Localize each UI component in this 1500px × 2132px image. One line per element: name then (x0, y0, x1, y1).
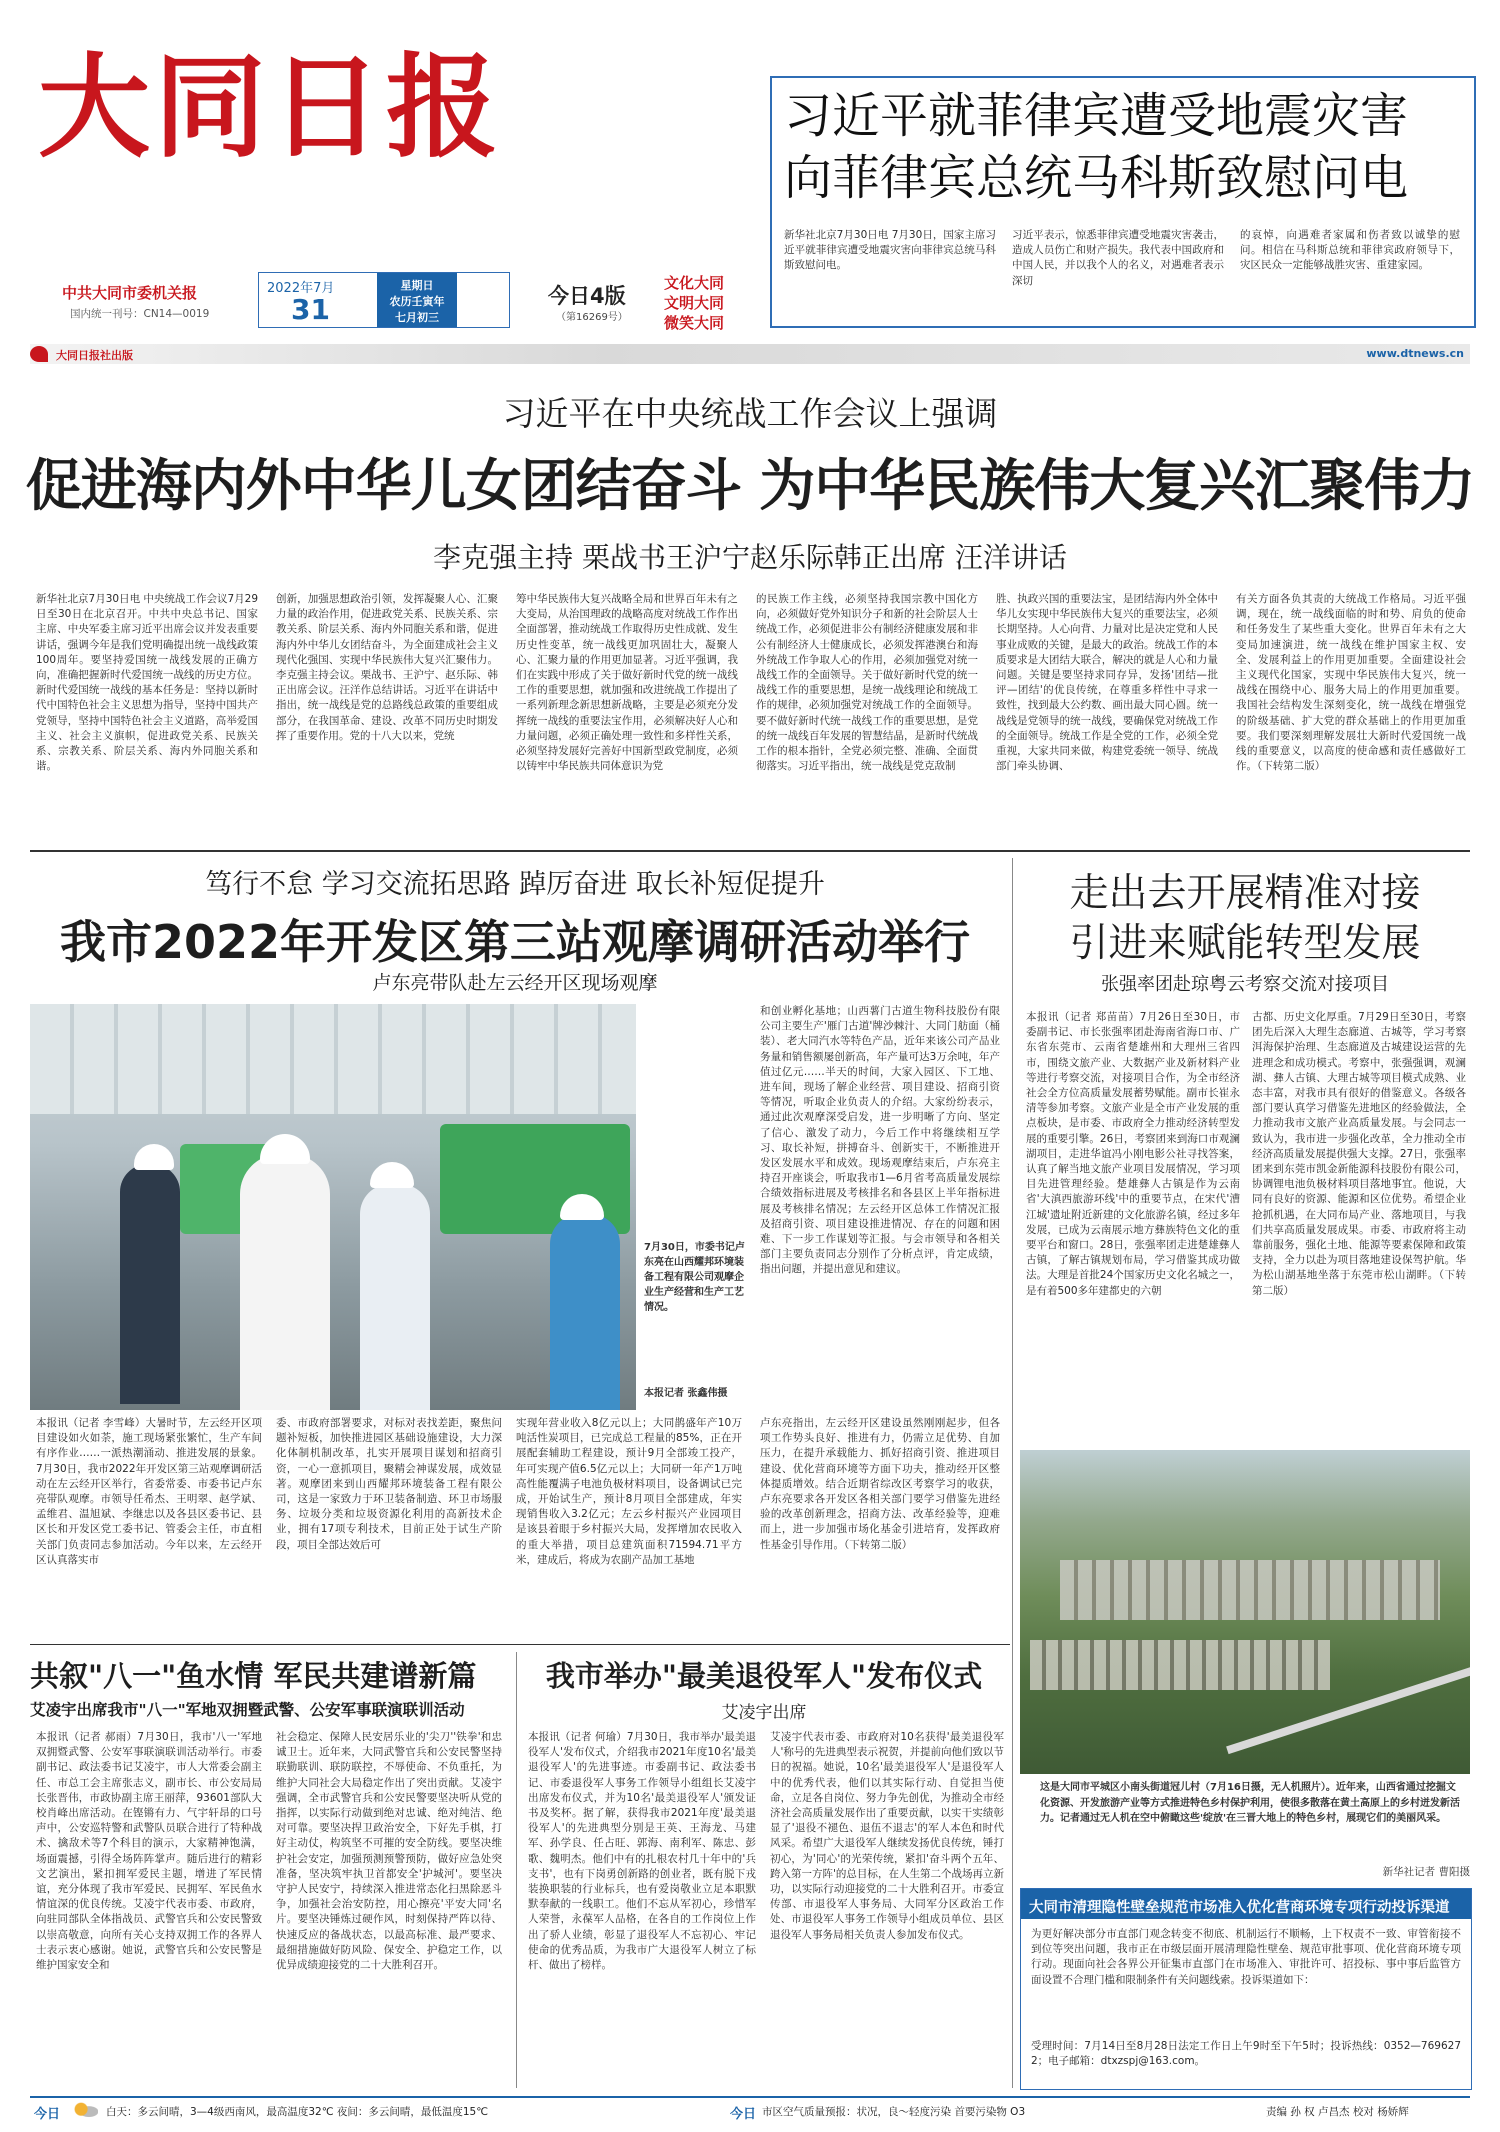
story2-photo (30, 1004, 636, 1410)
aerial-caption: 这是大同市平城区小南头街道冠儿村（7月16日摄，无人机照片）。近年来，山西省通过挖掘文化资源、开发旅游产业等方式推进特色乡村保护利用，使很多散落在黄土高原上的乡村迸发新活力。记者通过无人机在空中俯瞰这些'绽放'在三晋大地上的特色乡村，展现它们的美丽风采。 (1040, 1782, 1460, 1824)
hard-hat (260, 1134, 310, 1164)
masthead-org: 中共大同市委机关报 (62, 284, 198, 302)
publisher-logo-icon (30, 346, 48, 362)
story3-headline-1: 走出去开展精准对接 (1069, 871, 1421, 916)
story2-photo-credit: 本报记者 张鑫伟摄 (644, 1388, 728, 1399)
lunar-day: 七月初三 (395, 311, 439, 324)
footer-air-quality: 市区空气质量预报：状况，良～轻度污染 首要污染物 O3 (762, 2106, 1026, 2118)
lead-col-4: 的民族工作主线，必须坚持我国宗教中国化方向，必须做好党外知识分子和新的社会阶层人士统战工作，必须促进非公有制经济健康发展和非公有制经济人士健康成长，必须发挥港澳台和海外统战工作争取人心的作用，必须加强党对统一战线工作的全面领导。关于做好新时代党的统一战线工作的重要思想，是统一战线理论和统战工作的规律，必须加强党对统战工作的全面领导。要不做好新时代统一战线工作的重要思想，是党的统一战线百年发展的智慧结晶，是新时代统战工作的根本指针，全党必须完整、准确、全面贯彻落实。习近平指出，统一战线是党克敌制 (756, 593, 978, 773)
masthead-issn: 国内统一刊号：CN14—0019 (70, 308, 210, 320)
story2-photo-caption: 7月30日，市委书记卢东亮在山西耀邦环境装备工程有限公司观摩企业生产经营和生产工艺情况。 (644, 1242, 745, 1313)
top-news-col-1: 新华社北京7月30日电 7月30日，国家主席习近平就菲律宾遭受地震灾害向菲律宾总统马科斯致慰问电。 (784, 229, 996, 272)
lead-col-6: 有关方面各负其责的大统战工作格局。习近平强调，现在，统一战线面临的时和势、肩负的使命和任务发生了某些重大变化。世界百年未有之大变局加速演进，统一战线在维护国家主权、安全、发展利益上的作用更加重要。全面建设社会主义现代化国家，实现中华民族伟大复兴，统一战线在围绕中心、服务大局上的作用更加重要。我国社会结构发生深刻变化，统一战线在增强党的阶级基础、扩大党的群众基础上的作用更加重要。我们要深刻理解发展壮大新时代爱国统一战线的重要意义，以高度的使命感和责任感做好工作。（下转第二版） (1236, 593, 1466, 773)
slogan-3: 微笑大同 (664, 314, 725, 332)
person-figure (240, 1154, 330, 1410)
village-rooftops (1060, 1560, 1440, 1620)
weekday-panel (377, 273, 457, 327)
lunar-year: 农历壬寅年 (389, 295, 445, 308)
person-figure (120, 1164, 180, 1404)
divider-lead (30, 850, 1470, 852)
story4-col-2: 社会稳定、保障人民安居乐业的'尖刀''铁拳'和忠诚卫士。近年来，大同武警官兵和公安民警坚持联勤联训、联防联控，不辱使命、不负重托，为维护大同社会大局稳定作出了突出贡献。艾凌宇强调，全市武警官兵和公安民警要坚决听从党的指挥，以实际行动做到绝对忠诚、绝对纯洁、绝对可靠。要坚决捍卫政治安全，下好先手棋，打好主动仗，构筑坚不可摧的安全防线。要坚决维护社会安定，加强预测预警预防，做好应急处突准备，坚决筑牢执卫首都安全'护城河'。要坚决守护人民安宁，持续深入推进常态化扫黑除恶斗争，加强社会治安防控，用心擦亮'平安大同'名片。要坚决锤炼过硬作风，时刻保持严阵以待、快速反应的备战状态，以最高标准、最严要求、最细措施做好防风险、保安全、护稳定工作，以优异成绩迎接党的二十大胜利召开。 (276, 1731, 502, 1972)
footer-editors: 责编 孙 权 卢昌杰 校对 杨娇辉 (1266, 2106, 1409, 2118)
lead-kicker: 习近平在中央统战工作会议上强调 (502, 394, 998, 433)
divider-lower (30, 1644, 1010, 1645)
lead-col-5: 胜、执政兴国的重要法宝，是团结海内外全体中华儿女实现中华民族伟大复兴的重要法宝，必须长期坚持。人心向背、力量对比是决定党和人民事业成败的关键，是最大的政治。统战工作的本质要求是大团结大联合，解决的就是人心和力量问题。关键是要坚持求同存异，发扬'团结—批评—团结'的优良传统，在尊重多样性中寻求一致性，找到最大公约数、画出最大同心圆。统一战线是党领导的统一战线，要确保党对统战工作的全面领导。统战工作是全党的工作，必须全党重视，大家共同来做，构建党委统一领导、统战部门牵头协调、 (996, 593, 1218, 773)
slogan-2: 文明大同 (664, 294, 725, 312)
footer-bar (30, 2096, 1470, 2124)
story3-col-1: 本报讯（记者 郑苗苗）7月26日至30日，市委副书记、市长张强率团赴海南省海口市、广东省东莞市、云南省楚雄州和大理州三省四市，围绕文旅产业、大数据产业及新材料产业等进行考察交流，对接项目合作，为全市经济社会全方位高质量发展蓄势赋能。副市长崔永清等参加考察。文旅产业是全市产业发展的重点板块，是市委、市政府全力推动经济转型发展的重要引擎。26日，考察团来到海口市观澜湖项目，走进华谊冯小刚电影公社寻找答案，认真了解当地文旅产业项目发展情况，学习项目先进管理经验。楚雄彝人古镇是作为云南省'大滇西旅游环线'中的重要节点，在宋代'漕江城'遗址附近新建的文化旅游名镇，经过多年发展，已成为云南展示地方彝族特色文化的重要平台和窗口。28日，张强率团走进楚雄彝人古镇，了解古镇规划布局，学习借鉴其成功做法。大理是首批24个国家历史文化名城之一，是有着500多年建都史的六朝 (1026, 1011, 1240, 1297)
aerial-photo (1020, 1450, 1470, 1774)
aerial-credit: 新华社记者 曹阳摄 (1382, 1866, 1470, 1878)
issue-number: （第16269号） (556, 312, 628, 323)
lead-subhead: 李克强主持 栗战书王沪宁赵乐际韩正出席 汪洋讲话 (433, 541, 1067, 574)
footer-weather: 白天：多云间晴，3—4级西南风，最高温度32℃ 夜间：多云间晴，最低温度15℃ (106, 2106, 489, 2118)
divider-story5 (516, 1652, 517, 2088)
story2-col-3: 实现年营业收入8亿元以上；大同鹊盛年产10万吨活性炭项目，已完成总工程量的85%，正在开展配套辅助工程建设，预计9月全部竣工投产，年可实现产值6.5亿元以上；大同研一年产1万吨高性能覆满子电池负极材料项目，设备调试已完成，开始试生产，预计8月项目全部建成，年实现销售收入3.2亿元；左云乡村振兴产业园项目是该县着眼于乡村振兴大局，发挥增加农民收入的重大举措，项目总建筑面积71594.71平方米，建成后，将成为农副产品加工基地 (516, 1417, 742, 1566)
person-figure (360, 1184, 430, 1410)
story5-subhead: 艾凌宇出席 (721, 1703, 807, 1723)
hard-hat (370, 1162, 414, 1188)
notice-box (1020, 1888, 1472, 2090)
story2-subhead: 卢东亮带队赴左云经开区现场观摩 (372, 972, 658, 994)
lead-headline: 促进海内外中华儿女团结奋斗 为中华民族伟大复兴汇聚伟力 (25, 453, 1475, 519)
footer-today-label: 今日 (34, 2107, 61, 2122)
factory-roof (30, 1004, 636, 1114)
lead-col-3: 筹中华民族伟大复兴战略全局和世界百年未有之大变局，从治国理政的战略高度对统战工作作出全面部署，推动统战工作取得历史性成就、发生历史性变革，统一战线更加巩固壮大，凝聚人心、汇聚力量的作用更加显著。习近平强调，我们在实践中形成了关于做好新时代党的统一战线工作的重要思想，就加强和改进统战工作提出了一系列新理念新思想新战略，主要是必须充分发挥统一战线的重要法宝作用，必须解决好人心和力量问题，必须正确处理一致性和多样性关系，必须坚持发展好完善好中国新型政党制度，必须以铸牢中华民族共同体意识为党 (516, 593, 738, 773)
village-rooftops (1030, 1640, 1330, 1690)
notice-contact: 受理时间：7月14日至8月28日法定工作日上午9时至下午5时；投诉热线：0352—7696272；电子邮箱：dtxzspj@163.com。 (1031, 2040, 1461, 2068)
date-box (258, 272, 510, 328)
slogan-1: 文化大同 (664, 274, 725, 292)
story2-headline: 我市2022年开发区第三站观摩调研活动举行 (59, 915, 971, 969)
story2-col-right: 和创业孵化基地；山西薯门古道生物科技股份有限公司主要生产'雁门古道'牌沙棘汁、大同门舫面（桶装）、老大同汽水等特色产品，近年来该公司产品业务量和销售额屡创新高，年产量可达3万余吨，年产值过亿元……半天的时间，大家入园区、下工地、进车间，现场了解企业经营、项目建设、招商引资等情况，听取企业负责人的介绍。大家纷纷表示，通过此次观摩深受启发，进一步明晰了方向、坚定了信心、激发了动力，今后工作中将继续相互学习、取长补短，拼搏奋斗、创新实干，不断推进开发区发展水平和成效。现场观摩结束后，卢东亮主持召开座谈会，听取我市1—6月省考高质量发展综合绩效指标进展及考核排名和各县区上半年指标进展及考核排名情况；左云经开区总体工作情况汇报及招商引资、项目建设推进情况、存在的问题和困难、下一步工作谋划等汇报。与会市领导和各相关部门主要负责同志分别作了分析点评，肯定成绩，指出问题，并提出意见和建议。 (760, 1005, 1000, 1276)
weather-icon (72, 2102, 98, 2118)
story3-headline-2: 引进来赋能转型发展 (1069, 921, 1421, 966)
story4-subhead: 艾凌宇出席我市"八一"军地双拥暨武警、公安军事联演联训活动 (30, 1701, 465, 1719)
lead-col-2: 创新，加强思想政治引领，发挥凝聚人心、汇聚力量的政治作用，促进政党关系、民族关系、宗教关系、阶层关系、海内外同胞关系和谐，促进海内外中华儿女团结奋斗，为全面建成社会主义现代化强国、实现中华民族伟大复兴汇聚伟力。李克强主持会议。栗战书、王沪宁、赵乐际、韩正出席会议。汪洋作总结讲话。习近平在讲话中指出，统一战线是党的总路线总政策的重要组成部分，在我国革命、建设、改革不同历史时期发挥了重要作用。党的十八大以来，党统 (276, 593, 498, 742)
top-news-box (770, 76, 1476, 328)
top-news-headline-1: 习近平就菲律宾遭受地震灾害 (784, 88, 1409, 144)
story2-col-1: 本报讯（记者 李雪峰）大暑时节，左云经开区项目建设如火如荼，施工现场紧张繁忙，生产车间有序作业……一派热潮涌动、推进发展的景象。7月30日，我市2022年开发区第三站观摩调研活动在左云经开区举行，省委常委、市委书记卢东亮带队观摩。市领导任希杰、王明翠、赵学斌、孟维君、温旭斌、李继忠以及各县区委书记、县区长和开发区党工委书记、管委会主任，市直相关部门负责同志参加活动。今年以来，左云经开区认真落实市 (36, 1417, 262, 1566)
footer-today-label-2: 今日 (730, 2107, 757, 2122)
story3-subhead: 张强率团赴琼粤云考察交流对接项目 (1101, 974, 1389, 995)
story2-col-4: 卢东亮指出，左云经开区建设虽然刚刚起步，但各项工作势头良好、推进有力，仍需立足优势、自加压力，在提升承载能力、抓好招商引资、推进项目建设、优化营商环境等方面下功夫，推动经开区整体提质增效。结合近期省综改区考察学习的收获，卢东亮要求各开发区各相关部门要学习借鉴先进经验的改革创新理念，招商方法、改革经验等，迎难而上，进一步加强市场化基金引进培育，发挥政府性基金引导作用。（下转第二版） (760, 1417, 1000, 1551)
page-count: 今日4版 (548, 284, 626, 308)
date-day: 31 (291, 293, 330, 326)
person-figure (550, 1214, 620, 1410)
masthead-logo: 大同日报 (38, 42, 502, 173)
top-news-headline-2: 向菲律宾总统马科斯致慰问电 (784, 150, 1409, 206)
notice-body: 为更好解决部分市直部门观念转变不彻底、机制运行不顺畅，上下权责不一致、审管衔接不到位等突出问题，我市正在市级层面开展清理隐性壁垒、规范审批事项、优化营商环境专项行动。现面向社会各界公开征集市直部门在市场准入、审批许可、招投标、事中事后监管方面设置不合理门槛和限制条件有关问题线索。投诉渠道如下： (1031, 1928, 1461, 1986)
top-news-col-3: 的哀悼，向遇难者家属和伤者致以诚挚的慰问。相信在马科斯总统和菲律宾政府领导下，灾区民众一定能够战胜灾害、重建家园。 (1240, 229, 1460, 272)
lead-col-1: 新华社北京7月30日电 中央统战工作会议7月29日至30日在北京召开。中共中央总书记、国家主席、中央军委主席习近平出席会议并发表重要讲话，强调今年是我们党明确提出统一战线政策100周年。要坚持爱国统一战线发展的正确方向，准确把握新时代爱国统一战线的历史方位。新时代爱国统一战线的基本任务是：坚持以新时代中国特色社会主义思想为指导，坚持中国共产党领导，坚持中国特色社会主义道路，高举爱国主义、社会主义旗帜，促进政党关系、民族关系、宗教关系、阶层关系、海内外同胞关系和谐。 (36, 593, 258, 773)
story5-headline: 我市举办"最美退役军人"发布仪式 (545, 1659, 983, 1693)
top-news-col-2: 习近平表示，惊悉菲律宾遭受地震灾害袭击，造成人员伤亡和财产损失。我代表中国政府和中国人民，并以我个人的名义，对遇难者表示深切 (1012, 229, 1224, 287)
story5-col-2: 艾凌宇代表市委、市政府对10名获得'最美退役军人'称号的先进典型表示祝贺，并提前向他们致以节日的祝福。她说，10名'最美退役军人'是退役军人中的优秀代表，他们以其实际行动、自觉担当使命，立足各自岗位、努力争先创优，为推动全市经济社会高质量发展作出了重要贡献，以实干实绩彰显了'退役不褪色、退伍不退志'的军人本色和时代风采。希望广大退役军人继续发扬优良传统，锤打初心，为'同心'的光荣传统，紧扣'奋斗两个五年、跨入第一方阵'的总目标，在人生第二个战场再立新功，以实际行动迎接党的二十大胜利召开。市委宣传部、市退役军人事务局、大同军分区政治工作处、市退役军人事务工作领导小组成员单位、县区退役军人事务局相关负责人参加发布仪式。 (770, 1731, 1004, 1941)
hard-hat (134, 1144, 174, 1170)
notice-title: 大同市清理隐性壁垒规范市场准入优化营商环境专项行动投诉渠道 (1029, 1900, 1450, 1916)
story4-col-1: 本报讯（记者 郝雨）7月30日，我市'八一'军地双拥暨武警、公安军事联演联训活动举行。市委副书记、政法委书记艾凌宇，市人大常委会副主任、市总工会主席张志义，副市长、市公安局局长张晋伟，市政协副主席王丽萍，93601部队大校肖峰出席活动。在铿锵有力、气宇轩昂的口号声中，公安巡特警和武警队员联合进行了特种战术、擒敌术等7个科目的演示，大家精神饱满，场面震撼，引得全场阵阵掌声。随后进行的精彩文艺演出，紧扣拥军爱民主题，增进了军民情谊，充分体现了我市军爱民、民拥军、军民鱼水情谊深的优良传统。艾凌宇代表市委、市政府，向驻同部队全体指战员、武警官兵和公安民警致以崇高敬意，向所有关心支持双拥工作的各界人士表示衷心感谢。她说，武警官兵和公安民警是维护国家安全和 (36, 1731, 262, 1972)
publisher-bar (30, 344, 1470, 364)
publisher-name: 大同日报社出版 (56, 349, 133, 362)
date-year-month: 2022年7月 (267, 281, 335, 296)
divider-right-column (1012, 858, 1013, 2088)
website-url[interactable]: www.dtnews.cn (1366, 347, 1464, 360)
story5-col-1: 本报讯（记者 何瑜）7月30日，我市举办'最美退役军人'发布仪式，介绍我市2021年度10名'最美退役军人'的先进事迹。市委副书记、政法委书记、市委退役军人事务工作领导小组组长艾凌宇出席发布仪式，并为10名'最美退役军人'颁发证书及奖杯。据了解，获得我市2021年度'最美退役军人'的先进典型分别是王英、王海龙、马建军、孙学良、任占旺、郭海、南利军、陈忠、彭歌、魏明杰。他们中有的扎根农村几十年中的'兵支书'，也有下岗勇创新路的创业者，既有脱下戎装换职装的行业标兵，也有爱岗敬业立足本职默默奉献的一线职工。他们不忘从军初心，珍惜军人荣誉，永葆军人品格，在各自的工作岗位上作出了骄人业绩，彰显了退役军人不忘初心、牢记使命的优秀品质，为我市广大退役军人树立了标杆、做出了榜样。 (528, 1731, 756, 1972)
story3-col-2: 古都、历史文化厚重。7月29日至30日，考察团先后深入大理生态廊道、古城等，学习考察洱海保护治理、生态廊道及古城建设运营的先进理念和成功模式。考察中，张强强调，观澜湖、彝人古镇、大理古城等项目模式成熟、业态丰富，对我市具有很好的借鉴意义。各级各部门要认真学习借鉴先进地区的经验做法，全力推动我市文旅产业高质量发展。与会同志一致认为，我市进一步强化改革，全力推动全市经济高质量发展提供强大支撑。27日，张强率团来到东莞市凯金新能源科技股份有限公司，协调锂电池负极材料项目落地事宜。他说，大同有良好的资源、能源和区位优势。希望企业抢抓机遇，在大同布局产业、落地项目，与我们共享高质量发展成果。市委、市政府将主动靠前服务，强化土地、能源等要素保障和政策支持，全力以赴为项目落地建设保驾护航。华为松山湖基地坐落于东莞市松山湖畔。（下转第二版） (1252, 1011, 1466, 1297)
story2-kicker: 笃行不怠 学习交流拓思路 踔厉奋进 取长补短促提升 (205, 869, 825, 900)
weekday: 星期日 (400, 279, 434, 292)
story4-headline: 共叙"八一"鱼水情 军民共建谱新篇 (30, 1659, 477, 1693)
story2-col-2: 委、市政府部署要求，对标对表找差距，聚焦问题补短板，加快推进园区基础设施建设，大力深化体制机制改革，扎实开展项目谋划和招商引资，一心一意抓项目，聚精会神谋发展，成效显著。观摩团来到山西耀邦环境装备工程有限公司，这是一家致力于环卫装备制造、环卫市场服务、垃圾分类和垃圾资源化利用的高新技术企业，拥有17项专利技术，目前正处于试生产阶段，项目全部达效后可 (276, 1417, 502, 1551)
notice-title-bar (1021, 1889, 1471, 1919)
